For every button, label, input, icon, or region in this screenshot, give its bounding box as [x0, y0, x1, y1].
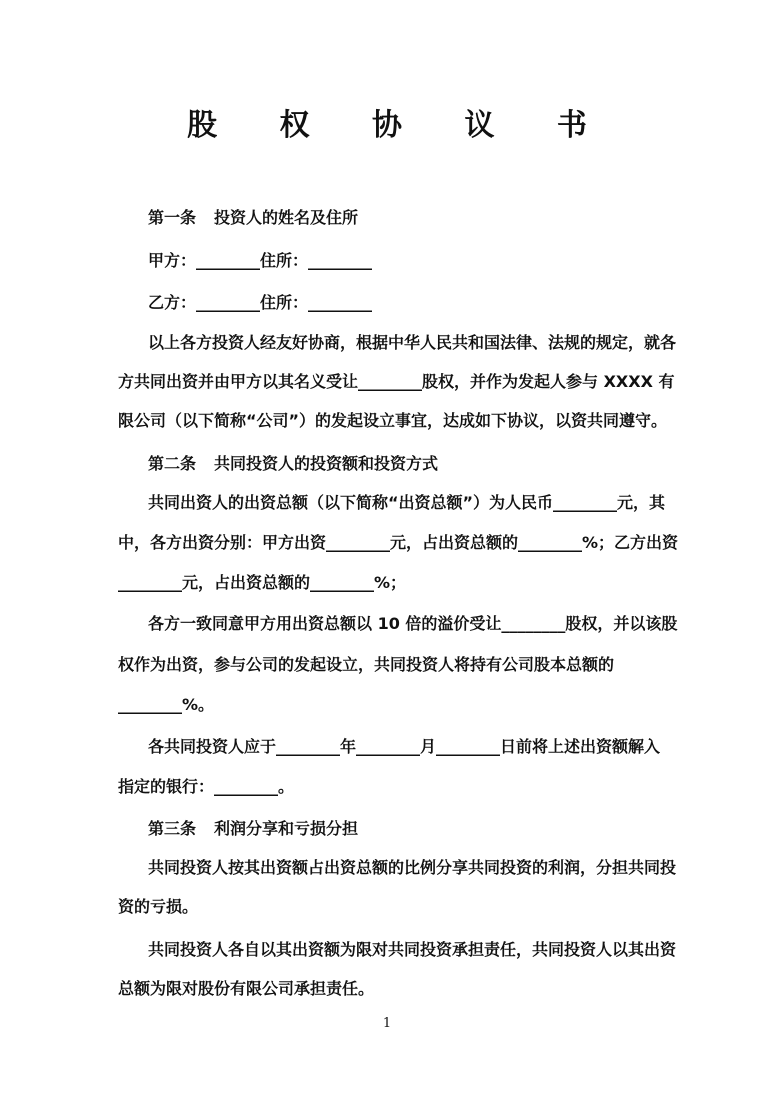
document-title: 股 权 协 议 书 [187, 108, 613, 143]
paragraph-line: 方共同出资并由甲方以其名义受让________股权，并作为发起人参与 XXXX 有 [118, 372, 675, 391]
paragraph-line: ________元，占出资总额的________%； [118, 573, 407, 592]
paragraph-line: 共同投资人各自以其出资额为限对共同投资承担责任，共同投资人以其出资 [148, 940, 677, 959]
party-b-line: 乙方：________住所：________ [148, 293, 373, 312]
paragraph-line: 共同出资人的出资总额（以下简称“出资总额”）为人民币________元，其 [148, 493, 666, 512]
party-a-line: 甲方：________住所：________ [148, 251, 373, 270]
paragraph-line: 限公司（以下简称“公司”）的发起设立事宜，达成如下协议，以资共同遵守。 [118, 411, 668, 430]
paragraph-line: 资的亏损。 [118, 897, 199, 916]
article-title: 利润分享和亏损分担 [214, 819, 359, 838]
article-number: 第三条 [148, 819, 197, 838]
paragraph-line: 共同投资人按其出资额占出资总额的比例分享共同投资的利润，分担共同投 [148, 858, 677, 877]
paragraph-line: 各共同投资人应于________年________月________日前将上述出资额解入 [148, 737, 661, 756]
paragraph-line: 以上各方投资人经友好协商，根据中华人民共和国法律、法规的规定，就各 [148, 333, 677, 352]
paragraph-line: 各方一致同意甲方用出资总额以 10 倍的溢价受让________股权，并以该股 [148, 614, 678, 633]
article-number: 第二条 [148, 454, 197, 473]
article-number: 第一条 [148, 208, 197, 227]
page-number: 1 [382, 1016, 392, 1031]
article-1-heading [148, 205, 358, 228]
paragraph-line: 总额为限对股份有限公司承担责任。 [118, 979, 375, 998]
paragraph-line: 中，各方出资分别：甲方出资________元，占出资总额的________%；乙方出资 [118, 533, 679, 552]
article-title: 共同投资人的投资额和投资方式 [214, 454, 439, 473]
article-2-heading [148, 451, 438, 474]
article-3-heading [148, 816, 358, 839]
paragraph-line: ________%。 [118, 695, 215, 714]
paragraph-line: 指定的银行：________。 [118, 777, 295, 796]
paragraph-line: 权作为出资，参与公司的发起设立，共同投资人将持有公司股本总额的 [118, 655, 615, 674]
article-title: 投资人的姓名及住所 [214, 208, 359, 227]
